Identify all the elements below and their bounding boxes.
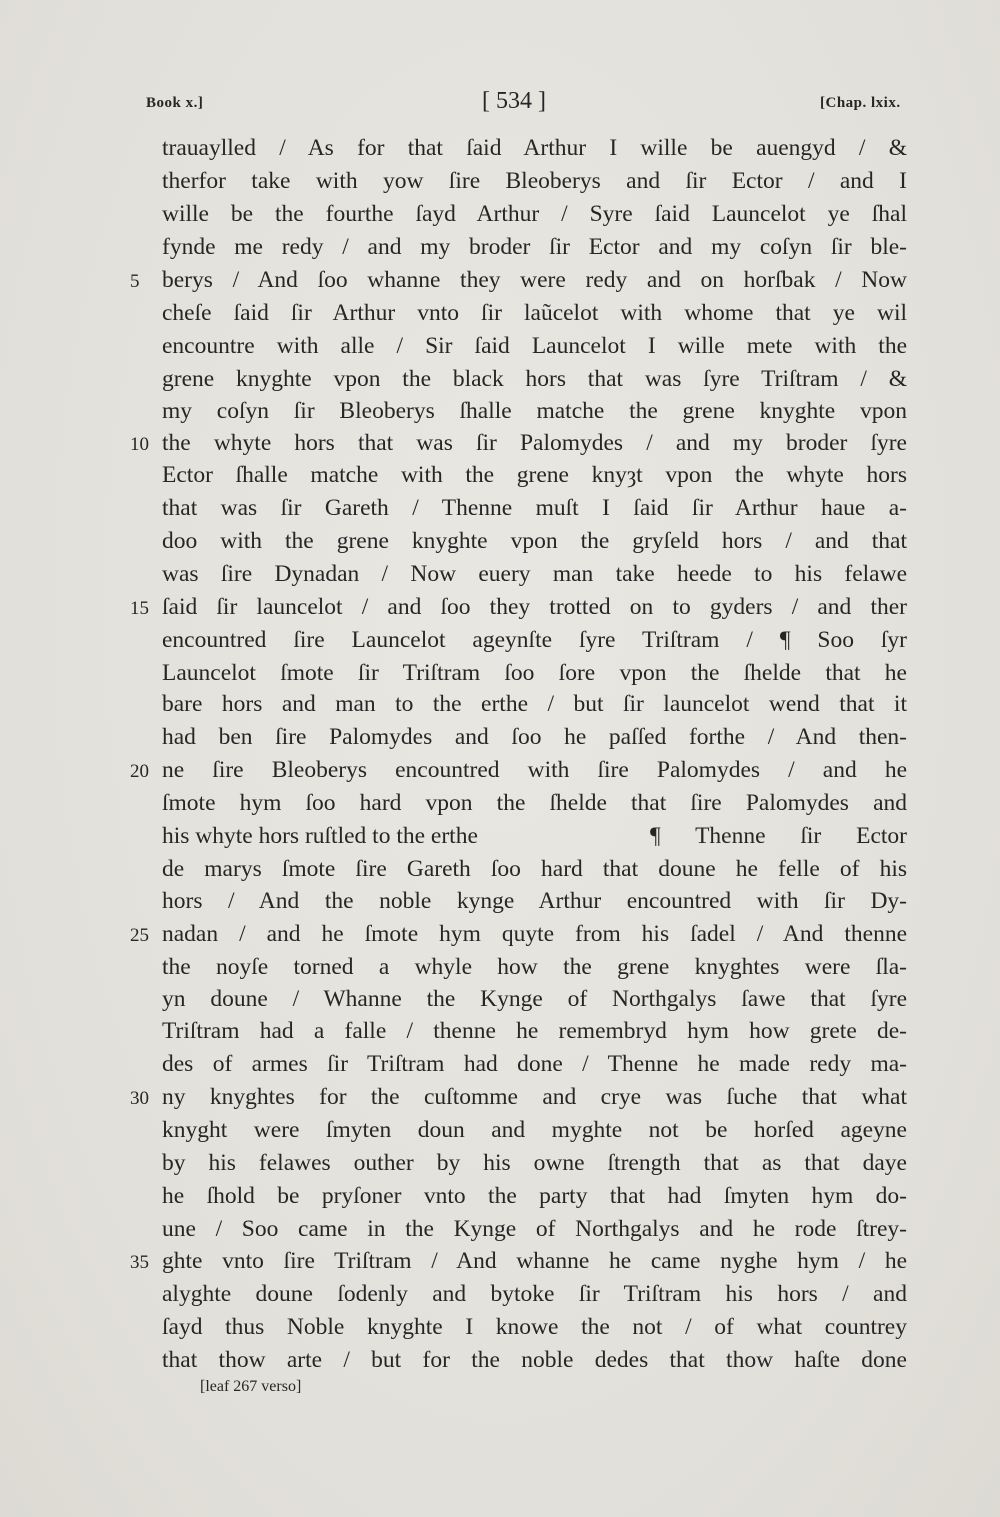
text-line: de marys ſmote ſire Gareth ſoo hard that doune he felle of his: [162, 856, 907, 882]
text-line: therfor take with yow ſire Bleoberys and ſir Ector / and I: [162, 168, 907, 194]
text-line: grene knyghte vpon the black hors that was ſyre Triſtram / &: [162, 366, 907, 392]
text-line: bare hors and man to the erthe / but ſir launcelot wend that it: [162, 691, 907, 717]
text-line: wille be the fourthe ſayd Arthur / Syre ſaid Launcelot ye ſhal: [162, 201, 907, 227]
text-line: my coſyn ſir Bleoberys ſhalle matche the grene knyghte vpon: [162, 398, 907, 424]
text-line: his whyte hors ruſtled to the erthe: [162, 823, 478, 849]
text-line: encountred ſire Launcelot ageynſte ſyre Triſtram / ¶ Soo ſyr: [162, 627, 907, 653]
text-line-right: ¶ Thenne ſir Ector: [650, 823, 907, 849]
line-number: 25: [130, 925, 149, 946]
text-line: trauaylled / As for that ſaid Arthur I wille be auengyd / &: [162, 135, 907, 161]
text-line: encountre with alle / Sir ſaid Launcelot I wille mete with the: [162, 333, 907, 359]
text-line: doo with the grene knyghte vpon the gryſeld hors / and that: [162, 528, 907, 554]
text-line: ſmote hym ſoo hard vpon the ſhelde that ſire Palomydes and: [162, 790, 907, 816]
leaf-reference: [leaf 267 verso]: [200, 1378, 302, 1395]
text-line: cheſe ſaid ſir Arthur vnto ſir laũcelot with whome that ye wil: [162, 300, 907, 326]
book-header: Book x.]: [146, 95, 204, 111]
line-number: 20: [130, 761, 149, 782]
line-number: 30: [130, 1088, 149, 1109]
text-line: une / Soo came in the Kynge of Northgalys and he rode ſtrey-: [162, 1216, 907, 1242]
text-line: des of armes ſir Triſtram had done / Thenne he made redy ma-: [162, 1051, 907, 1077]
text-line: ghte vnto ſire Triſtram / And whanne he came nyghe hym / he: [162, 1248, 907, 1274]
text-line: that thow arte / but for the noble dedes that thow haſte done: [162, 1347, 907, 1373]
text-line: ny knyghtes for the cuſtomme and crye was ſuche that what: [162, 1084, 907, 1110]
line-number: 10: [130, 434, 149, 455]
line-number: 35: [130, 1252, 149, 1273]
text-line: Launcelot ſmote ſir Triſtram ſoo ſore vpon the ſhelde that he: [162, 660, 907, 686]
line-number: 15: [130, 598, 149, 619]
text-line: Ector ſhalle matche with the grene knyȝt vpon the whyte hors: [162, 462, 907, 488]
chapter-header: [Chap. lxix.: [820, 95, 901, 111]
text-line: berys / And ſoo whanne they were redy and on horſbak / Now: [162, 267, 907, 293]
text-line: that was ſir Gareth / Thenne muſt I ſaid ſir Arthur haue a-: [162, 495, 907, 521]
line-number: 5: [130, 271, 140, 292]
text-line: nadan / and he ſmote hym quyte from his ſadel / And thenne: [162, 921, 907, 947]
text-line: knyght were ſmyten doun and myghte not be horſed ageyne: [162, 1117, 907, 1143]
text-line: had ben ſire Palomydes and ſoo he paſſed forthe / And then-: [162, 724, 907, 750]
text-line: was ſire Dynadan / Now euery man take heede to his felawe: [162, 561, 907, 587]
text-line: Triſtram had a falle / thenne he remembryd hym how grete de-: [162, 1018, 907, 1044]
text-line: ſaid ſir launcelot / and ſoo they trotted on to gyders / and ther: [162, 594, 907, 620]
text-line: by his felawes outher by his owne ſtrength that as that daye: [162, 1150, 907, 1176]
text-line: he ſhold be pryſoner vnto the party that had ſmyten hym do-: [162, 1183, 907, 1209]
page-number: [ 534 ]: [482, 88, 546, 114]
text-line: ne ſire Bleoberys encountred with ſire Palomydes / and he: [162, 757, 907, 783]
text-line: fynde me redy / and my broder ſir Ector and my coſyn ſir ble-: [162, 234, 907, 260]
text-line: hors / And the noble kynge Arthur encountred with ſir Dy-: [162, 888, 907, 914]
text-line: the noyſe torned a whyle how the grene knyghtes were ſla-: [162, 954, 907, 980]
text-line: ſayd thus Noble knyghte I knowe the not / of what countrey: [162, 1314, 907, 1340]
text-line: the whyte hors that was ſir Palomydes / and my broder ſyre: [162, 430, 907, 456]
text-line: yn doune / Whanne the Kynge of Northgalys ſawe that ſyre: [162, 986, 907, 1012]
text-line: alyghte doune ſodenly and bytoke ſir Triſtram his hors / and: [162, 1281, 907, 1307]
